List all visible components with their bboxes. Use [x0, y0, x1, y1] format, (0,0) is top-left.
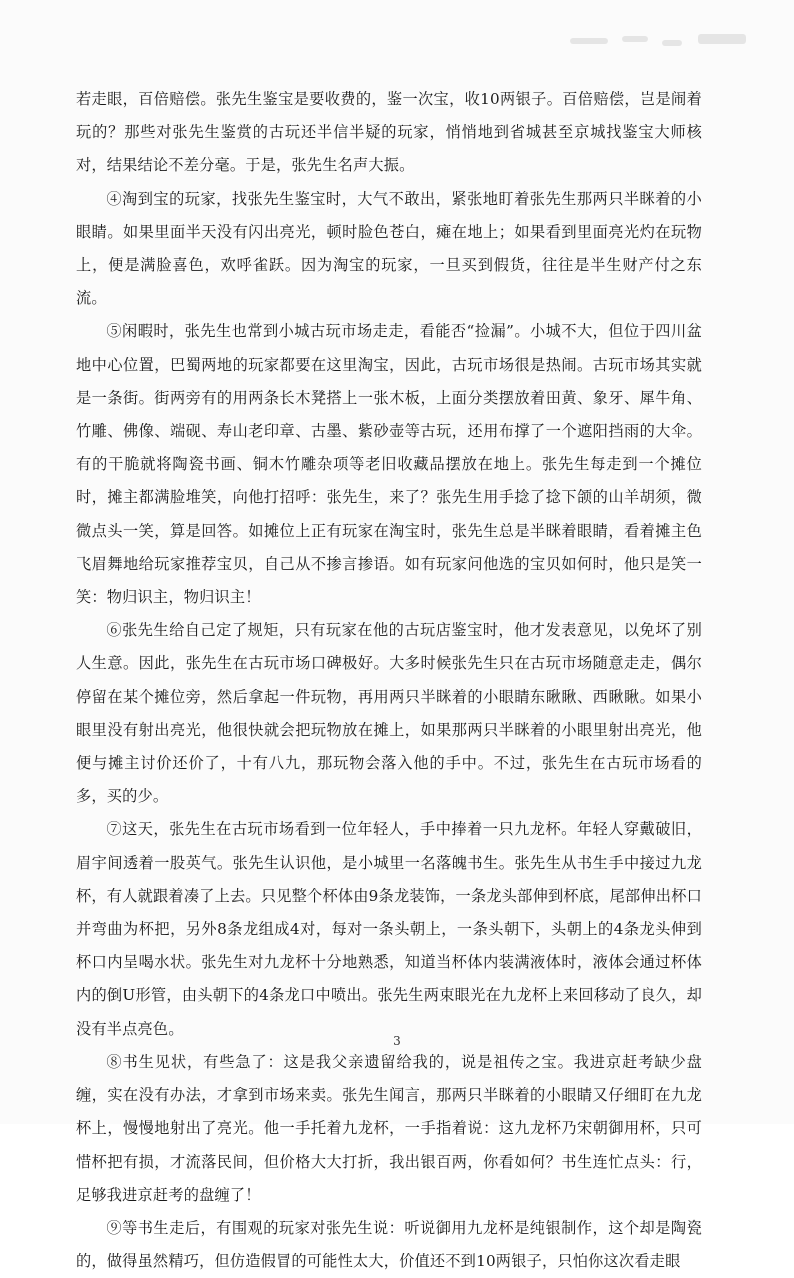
scan-artifact	[570, 28, 770, 54]
paragraph-7: ⑦这天，张先生在古玩市场看到一位年轻人，手中捧着一只九龙杯。年轻人穿戴破旧，眉宇间透着一股英气。张先生认识他，是小城里一名落魄书生。张先生从书生手中接过九龙杯，有人就跟着凑了上去。只见整个杯体由9条龙装饰，一条龙头部伸到杯底，尾部伸出杯口并弯曲为杯把，另外8条龙组成4对，每对一条头朝上，一条头朝下，头朝上的4条龙头伸到杯口内呈喝水状。张先生对九龙杯十分地熟悉，知道当杯体内装满液体时，液体会通过杯体内的倒U形管，由头朝下的4条龙口中喷出。张先生两束眼光在九龙杯上来回移动了良久，却没有半点亮色。	[76, 820, 702, 1038]
paragraph-8: ⑧书生见状，有些急了：这是我父亲遗留给我的，说是祖传之宝。我进京赶考缺少盘缠，实在没有办法，才拿到市场来卖。张先生闻言，那两只半眯着的小眼睛又仔细盯在九龙杯上，慢慢地射出了亮光。他一手托着九龙杯，一手指着说：这九龙杯乃宋朝御用杯，只可惜杯把有损，才流落民间，但价格大大打折，我出银百两，你看如何？书生连忙点头：行，足够我进京赶考的盘缠了！	[76, 1052, 702, 1204]
paragraph-5: ⑤闲暇时，张先生也常到小城古玩市场走走，看能否“捡漏”。小城不大，但位于四川盆地中心位置，巴蜀两地的玩家都要在这里淘宝，因此，古玩市场很是热闹。古玩市场其实就是一条街。街两旁有的用两条长木凳搭上一张木板，上面分类摆放着田黄、象牙、犀牛角、竹雕、佛像、端砚、寿山老印章、古墨、紫砂壶等古玩，还用布撑了一个遮阳挡雨的大伞。有的干脆就将陶瓷书画、铜木竹雕杂项等老旧收藏品摆放在地上。张先生每走到一个摊位时，摊主都满脸堆笑，向他打招呼：张先生，来了？张先生用手捻了捻下颌的山羊胡须，微微点头一笑，算是回答。如摊位上正有玩家在淘宝时，张先生总是半眯着眼睛，看着摊主色飞眉舞地给玩家推荐宝贝，自己从不掺言掺语。如有玩家问他选的宝贝如何时，他只是笑一笑：物归识主，物归识主！	[76, 322, 702, 607]
paragraph-4: ④淘到宝的玩家，找张先生鉴宝时，大气不敢出，紧张地盯着张先生那两只半眯着的小眼睛。如果里面半天没有闪出亮光，顿时脸色苍白，瘫在地上；如果看到里面亮光灼在玩物上，便是满脸喜色，欢呼雀跃。因为淘宝的玩家，一旦买到假货，往往是半生财产付之东流。	[76, 189, 702, 308]
paragraph-9: ⑨等书生走后，有围观的玩家对张先生说：听说御用九龙杯是纯银制作，这个却是陶瓷的，做得虽然精巧，但仿造假冒的可能性太大，价值还不到10两银子，只怕你这次看走眼	[76, 1218, 702, 1271]
paragraph-continued: 若走眼，百倍赔偿。张先生鉴宝是要收费的，鉴一次宝，收10两银子。百倍赔偿，岂是闹着玩的？那些对张先生鉴赏的古玩还半信半疑的玩家，悄悄地到省城甚至京城找鉴宝大师核对，结果结论不差分毫。于是，张先生名声大振。	[76, 90, 702, 175]
page-number: 3	[393, 1034, 401, 1048]
article-body	[76, 83, 702, 1278]
paragraph-6: ⑥张先生给自己定了规矩，只有玩家在他的古玩店鉴宝时，他才发表意见，以免坏了别人生意。因此，张先生在古玩市场口碑极好。大多时候张先生只在古玩市场随意走走，偶尔停留在某个摊位旁，然后拿起一件玩物，再用两只半眯着的小眼睛东瞅瞅、西瞅瞅。如果小眼里没有射出亮光，他很快就会把玩物放在摊上，如果那两只半眯着的小眼里射出亮光，他便与摊主讨价还价了，十有八九，那玩物会落入他的手中。不过，张先生在古玩市场看的多，买的少。	[76, 621, 702, 806]
